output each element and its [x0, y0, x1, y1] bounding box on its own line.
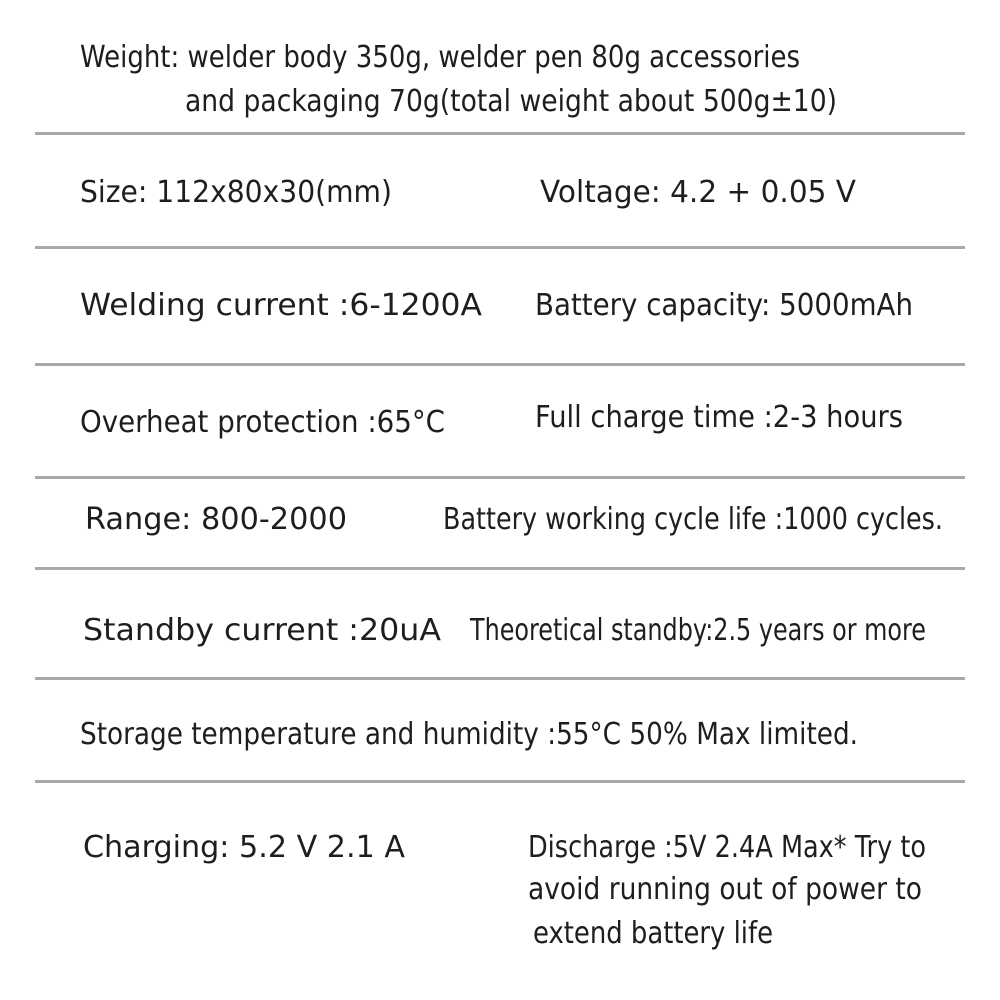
- standby-current-spec: Standby current :20uA: [83, 613, 441, 648]
- discharge-spec-line1: Discharge :5V 2.4A Max* Try to: [528, 830, 926, 865]
- battery-capacity-spec: Battery capacity: 5000mAh: [535, 288, 913, 323]
- voltage-spec: Voltage: 4.2 + 0.05 V: [540, 175, 856, 210]
- weight-spec-line2: and packaging 70g(total weight about 500g±10): [185, 84, 837, 119]
- discharge-spec-line3: extend battery life: [533, 916, 773, 951]
- divider: [35, 476, 965, 479]
- battery-cycle-life-spec: Battery working cycle life :1000 cycles.: [443, 502, 943, 537]
- welding-current-spec: Welding current :6-1200A: [80, 288, 482, 323]
- full-charge-time-spec: Full charge time :2-3 hours: [535, 400, 903, 435]
- range-spec: Range: 800-2000: [85, 502, 347, 537]
- divider: [35, 677, 965, 680]
- divider: [35, 567, 965, 570]
- theoretical-standby-spec: Theoretical standby:2.5 years or more: [470, 613, 926, 648]
- divider: [35, 246, 965, 249]
- weight-spec-line1: Weight: welder body 350g, welder pen 80g accessories: [80, 40, 800, 75]
- discharge-spec-line2: avoid running out of power to: [528, 872, 922, 907]
- size-spec: Size: 112x80x30(mm): [80, 175, 392, 210]
- divider: [35, 132, 965, 135]
- divider: [35, 780, 965, 783]
- overheat-protection-spec: Overheat protection :65°C: [80, 405, 445, 440]
- storage-spec: Storage temperature and humidity :55°C 50% Max limited.: [80, 717, 858, 752]
- divider: [35, 363, 965, 366]
- charging-spec: Charging: 5.2 V 2.1 A: [83, 830, 405, 865]
